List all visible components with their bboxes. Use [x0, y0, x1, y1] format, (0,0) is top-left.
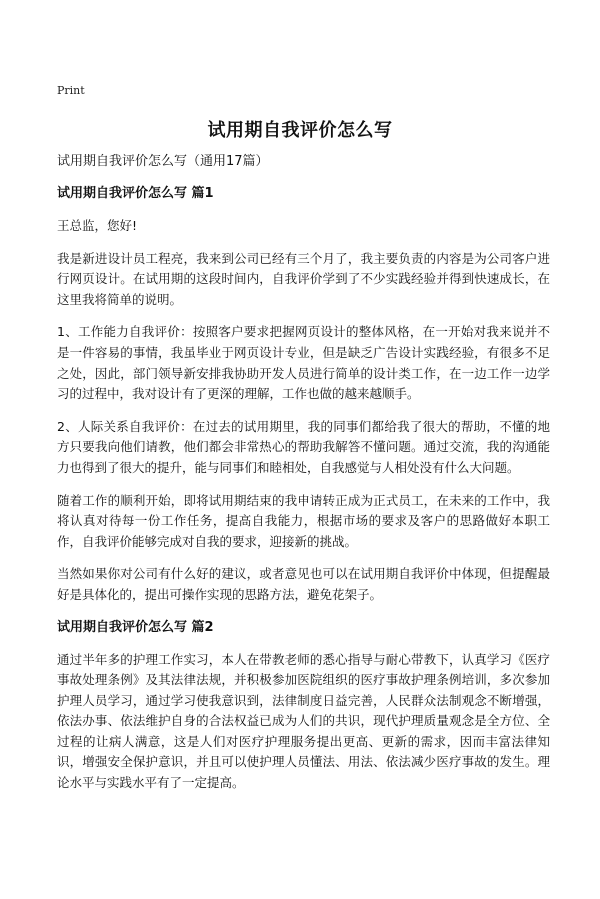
body-paragraph: 当然如果你对公司有什么好的建议，或者意见也可以在试用期自我评价中体现，但提醒最好是具体化的，提出可操作实现的思路方法，避免花架子。 [57, 566, 550, 602]
body-paragraph: 通过半年多的护理工作实习，本人在带教老师的悉心指导与耐心带教下，认真学习《医疗事故处理条例》及其法律法规，并积极参加医院组织的医疗事故护理条例培训，多次参加护理人员学习，通过学习使我意识到，法律制度日益完善，人民群众法制观念不断增强，依法办事、依法维护自身的合法权益已成为人们的共识，现代护理质量观念是全方位、全过程的让病人满意，这是人们对医疗护理服务提出更高、更新的需求，因而丰富法律知识，增强安全保护意识，并且可以使护理人员懂法、用法、依法减少医疗事故的发生。理论水平与实践水平有了一定提高。 [57, 651, 550, 791]
document-subtitle: 试用期自我评价怎么写（通用17篇） [57, 154, 269, 169]
greeting-paragraph: 王总监，您好! [57, 218, 138, 233]
section-1 [57, 184, 550, 606]
section-heading: 试用期自我评价怎么写 篇1 [57, 186, 214, 201]
body-paragraph: 2、人际关系自我评价：在过去的试用期里，我的同事们都给我了很大的帮助，不懂的地方只要我向他们请教，他们都会非常热心的帮助我解答不懂问题。通过交流，我的沟通能力也得到了很大的提升，能与同事们和睦相处，自我感觉与人相处没有什么大问题。 [57, 418, 550, 475]
body-paragraph: 随着工作的顺利开始，即将试用期结束的我申请转正成为正式员工，在未来的工作中，我将认真对待每一份工作任务，提高自我能力，根据市场的要求及客户的思路做好本职工作，自我评价能够完成对自我的要求，迎接新的挑战。 [57, 492, 550, 549]
section-heading: 试用期自我评价怎么写 篇2 [57, 619, 214, 635]
body-paragraph: 我是新进设计员工程亮，我来到公司已经有三个月了，我主要负责的内容是为公司客户进行网页设计。在试用期的这段时间内，自我评价学到了不少实践经验并得到快速成长，在这里我将简单的说明。 [57, 250, 550, 307]
print-label: Print [57, 84, 85, 97]
document-body [57, 152, 550, 806]
section-2 [57, 618, 550, 794]
document-title: 试用期自我评价怎么写 [207, 120, 393, 141]
body-paragraph: 1、工作能力自我评价：按照客户要求把握网页设计的整体风格，在一开始对我来说并不是一件容易的事情，我虽毕业于网页设计专业，但是缺乏广告设计实践经验，有很多不足之处，因此，部门领导新安排我协助开发人员进行简单的设计类工作，在一边工作一边学习的过程中，我对设计有了更深的理解，工作也做的越来越顺手。 [57, 324, 550, 402]
